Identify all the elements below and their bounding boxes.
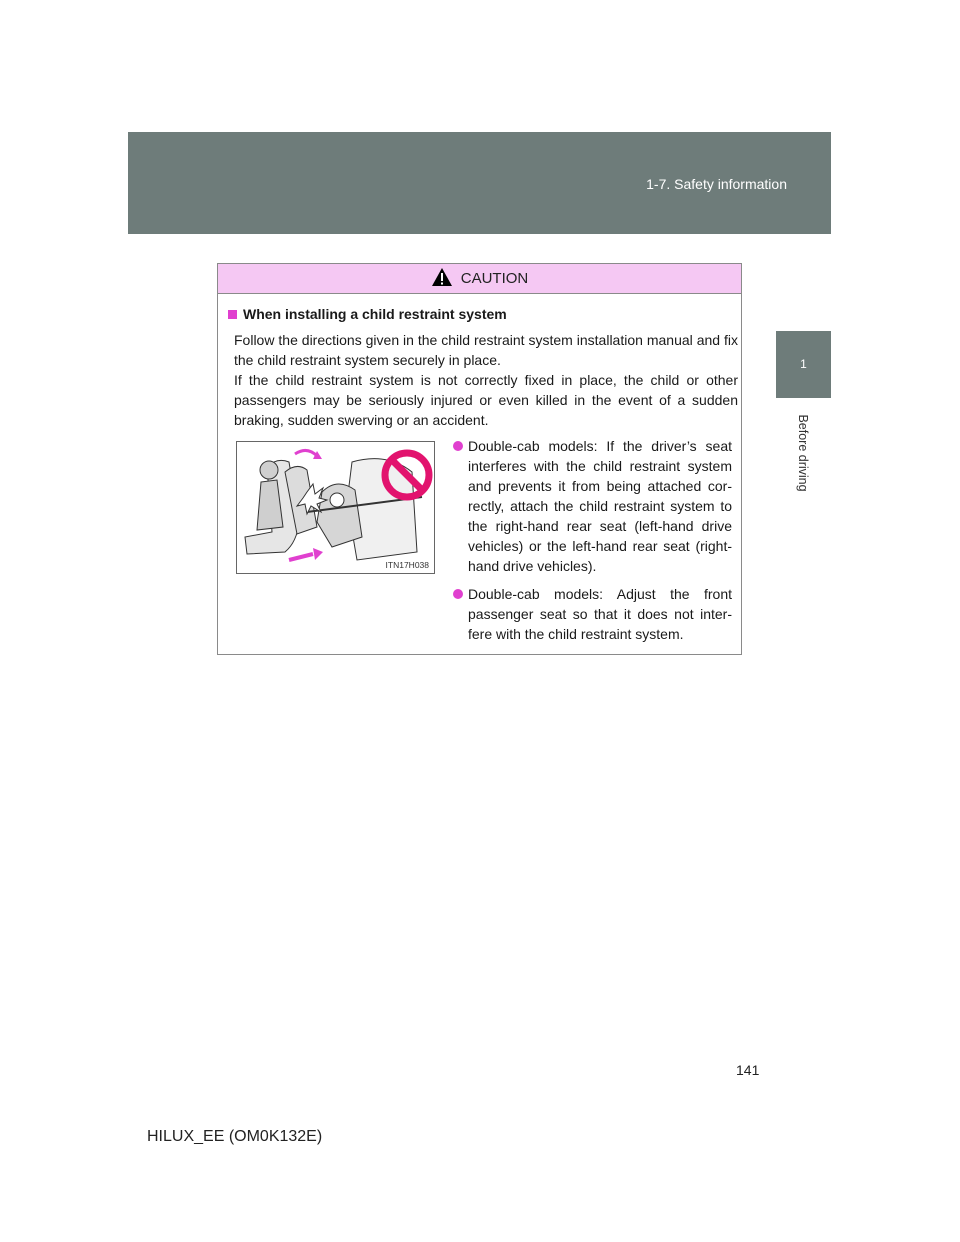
list-item	[452, 436, 732, 576]
header-band	[128, 132, 831, 234]
chapter-tab[interactable]	[776, 331, 831, 398]
warning-triangle-icon	[431, 267, 453, 287]
illustration-figure	[236, 441, 435, 574]
section-title: 1-7. Safety information	[646, 176, 787, 192]
square-bullet-icon	[228, 310, 237, 319]
child-seat-illustration	[237, 442, 434, 573]
chapter-label: Before driving	[796, 414, 810, 492]
bullet-dot-icon	[453, 589, 463, 599]
caution-paragraph-2: If the child restraint system is not correctly fixed in place, the child or other passengers may be seriously injured or even killed in the event of a sudden braking, sudden swerving or an accident.	[234, 372, 738, 428]
bullet-dot-icon	[453, 441, 463, 451]
caution-box	[217, 263, 742, 655]
caution-body	[234, 330, 738, 430]
bullet-text: Double-cab models: Adjust the front passenger seat so that it does not inter-fere with the child restraint system.	[468, 586, 732, 642]
chapter-number: 1	[800, 357, 807, 371]
caution-paragraph-1: Follow the directions given in the child restraint system installation manual and fix the child restraint system securely in place.	[234, 332, 738, 368]
caution-title: CAUTION	[460, 270, 529, 287]
caution-subheading	[228, 306, 507, 322]
figure-code: ITN17H038	[385, 560, 429, 570]
bullet-text: Double-cab models: If the driver’s seat interferes with the child restraint system and prevents it from being attached cor-rectly, attach the child restraint system to the right-hand rear seat (left-hand drive vehicles) or the left-hand rear seat (right-hand drive vehicles).	[468, 438, 732, 574]
caution-header	[218, 264, 741, 294]
caution-bullets	[452, 436, 732, 652]
list-item	[452, 584, 732, 644]
model-code: HILUX_EE (OM0K132E)	[147, 1128, 323, 1145]
page-number: 141	[736, 1062, 760, 1078]
subheading-text: When installing a child restraint system	[243, 306, 507, 322]
